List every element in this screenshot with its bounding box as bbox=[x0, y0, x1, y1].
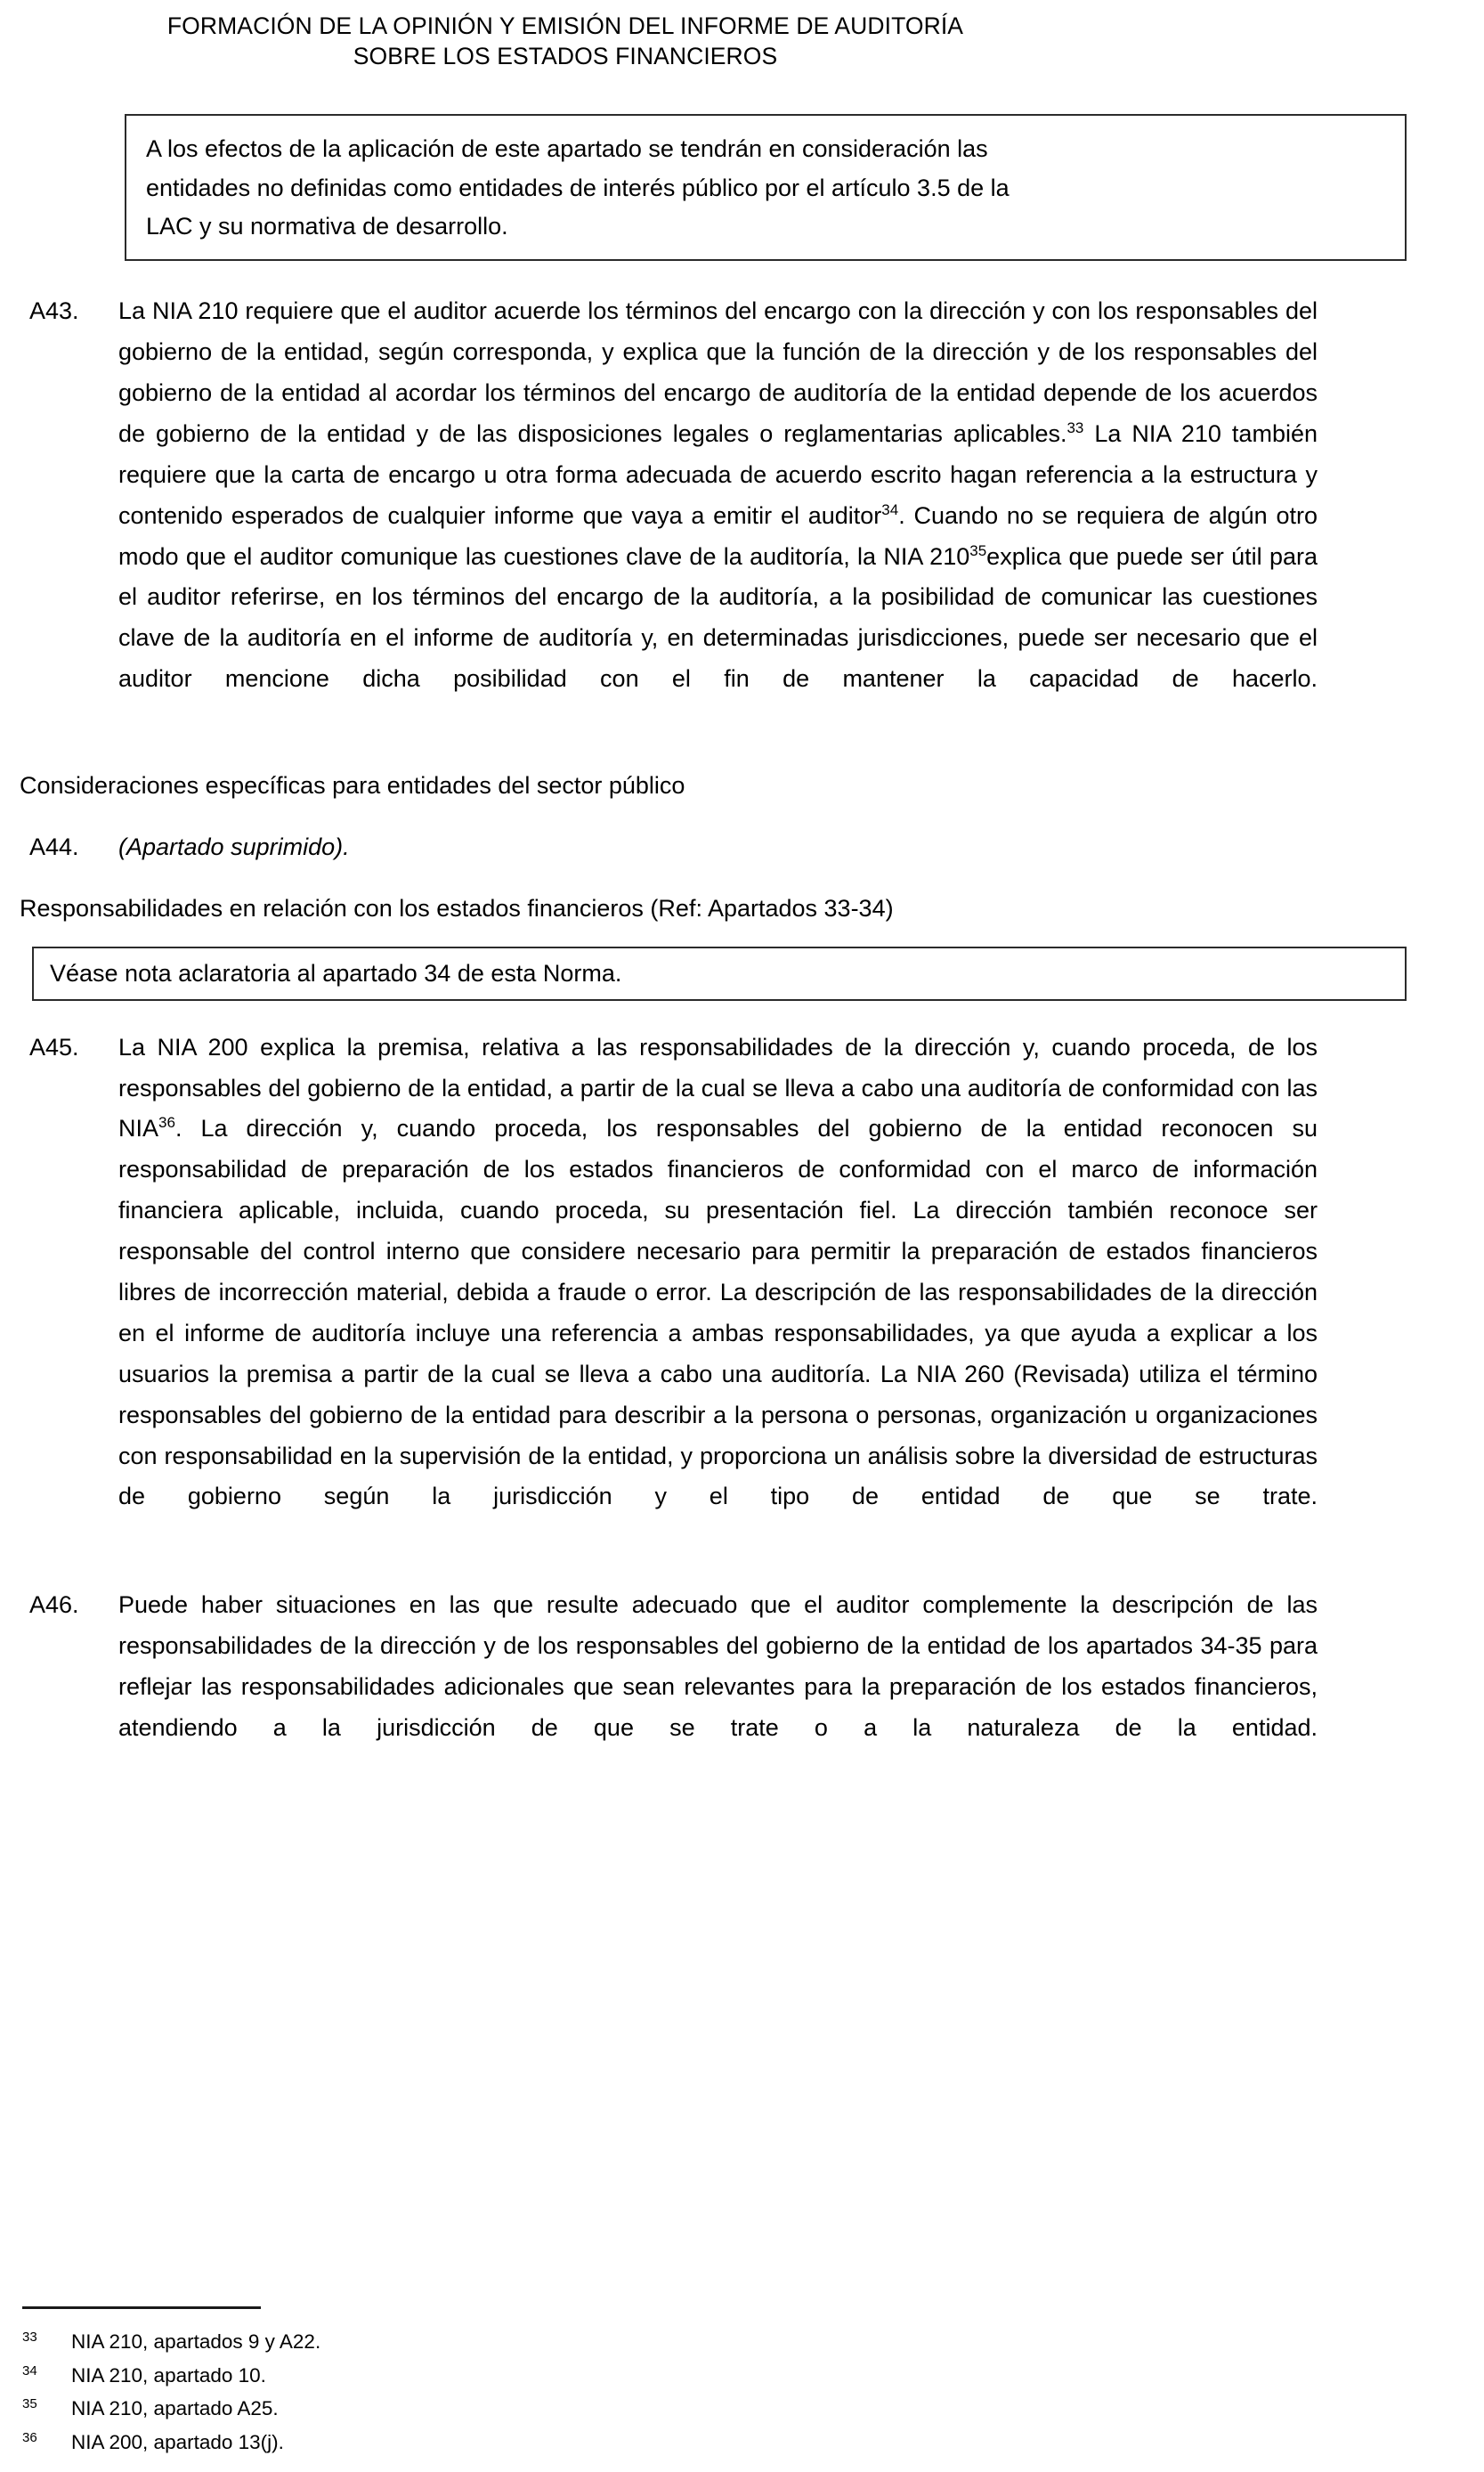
paragraph-a45-number: A45. bbox=[29, 1033, 79, 1061]
paragraph-a46-number: A46. bbox=[29, 1591, 79, 1619]
note-box-line-2: entidades no definidas como entidades de interés público por el artículo 3.5 de la bbox=[146, 174, 1010, 201]
running-header bbox=[0, 11, 1131, 72]
paragraph-a43-text bbox=[118, 291, 1318, 741]
paragraph-a44-text bbox=[118, 827, 1318, 868]
a43-footnote-ref-33: 33 bbox=[1066, 419, 1084, 436]
footnote-34-text: NIA 210, apartado 10. bbox=[71, 2363, 266, 2387]
note-box-aclaratoria bbox=[32, 947, 1407, 1001]
footnote-33-mark: 33 bbox=[22, 2329, 37, 2345]
footnote-35-text: NIA 210, apartado A25. bbox=[71, 2397, 279, 2420]
footnote-36-mark: 36 bbox=[22, 2430, 37, 2446]
footnote-36-text: NIA 200, apartado 13(j). bbox=[71, 2431, 284, 2454]
paragraph-a44 bbox=[29, 827, 1318, 868]
paragraph-a43 bbox=[29, 291, 1318, 741]
paragraph-a45 bbox=[29, 1028, 1318, 1559]
a43-footnote-ref-35: 35 bbox=[969, 541, 987, 559]
note-box-line-1: A los efectos de la aplicación de este apartado se tendrán en consideración las bbox=[146, 135, 988, 162]
running-header-line-2: SOBRE LOS ESTADOS FINANCIEROS bbox=[353, 43, 778, 70]
paragraph-a45-text bbox=[118, 1028, 1318, 1559]
a45-part-1: La NIA 200 explica la premisa, relativa a las responsabilidades de la dirección y, cuando proceda, de los responsables del gobierno de la entidad, a partir de la cual se lleva a cabo una auditoría de conformidad con las NIA bbox=[118, 1033, 1318, 1142]
footnote-36 bbox=[22, 2426, 872, 2460]
footnote-33-text: NIA 210, apartados 9 y A22. bbox=[71, 2330, 321, 2353]
a43-part-4: explica que puede ser útil para el auditor referirse, en los términos del encargo de la auditoría, a la posibilidad de comunicar las cuestiones clave de la auditoría en el informe de auditoría y, en determinadas jurisdicciones, puede ser necesario que el auditor mencione dicha posibilidad con el fin de mantener la capacidad de hacerlo. bbox=[118, 542, 1318, 693]
footnote-33 bbox=[22, 2325, 872, 2359]
note-box-2-text: Véase nota aclaratoria al apartado 34 de esta Norma. bbox=[50, 959, 622, 987]
paragraph-a43-number: A43. bbox=[29, 297, 79, 325]
a43-part-2: La NIA 210 también requiere que la carta de encargo u otra forma adecuada de acuerdo escrito hagan referencia a la estructura y contenido esperados de cualquier informe que vaya a emitir el auditor bbox=[118, 419, 1318, 529]
a43-part-3: . Cuando no se requiera de algún otro modo que el auditor comunique las cuestiones clave de la auditoría, la NIA 210 bbox=[118, 501, 1318, 570]
paragraph-a46-text: Puede haber situaciones en las que resulte adecuado que el auditor complemente la descripción de las responsabilidades de la dirección y de los responsables del gobierno de la entidad de los apartados 34-35 para reflejar las responsabilidades adicionales que sean relevantes para la preparación de los estados financieros, atendiendo a la jurisdicción de que se trate o a la naturaleza de la entidad. bbox=[118, 1591, 1318, 1741]
footnote-35 bbox=[22, 2392, 872, 2426]
running-header-line-1: FORMACIÓN DE LA OPINIÓN Y EMISIÓN DEL INFORME DE AUDITORÍA bbox=[166, 12, 964, 39]
note-box-lac-entities bbox=[125, 114, 1407, 261]
document-content bbox=[0, 114, 1484, 1790]
footnotes-section bbox=[0, 2306, 1484, 2460]
a43-footnote-ref-34: 34 bbox=[881, 500, 899, 518]
heading-responsabilidades: Responsabilidades en relación con los estados financieros (Ref: Apartados 33-34) bbox=[20, 895, 894, 923]
heading-sector-publico: Consideraciones específicas para entidades del sector público bbox=[20, 772, 685, 799]
note-box-line-3: LAC y su normativa de desarrollo. bbox=[146, 213, 508, 240]
paragraph-a46 bbox=[29, 1585, 1318, 1789]
a45-part-2: . La dirección y, cuando proceda, los responsables del gobierno de la entidad reconocen su responsabilidad de preparación de los estados financieros de conformidad con el marco de información financiera aplicable, incluida, cuando proceda, su presentación fiel. La dirección también reconoce ser responsable del control interno que considere necesario para permitir la preparación de estados financieros libres de incorrección material, debida a fraude o error. La descripción de las responsabilidades de la dirección en el informe de auditoría incluye una referencia a ambas responsabilidades, ya que ayuda a explicar a los usuarios la premisa a partir de la cual se lleva a cabo una auditoría. La NIA 260 (Revisada) utiliza el término responsables del gobierno de la entidad para describir a la persona o personas, organización u organizaciones con responsabilidad en la supervisión de la entidad, y proporciona un análisis sobre la diversidad de estructuras de gobierno según la jurisdicción y el tipo de entidad de que se trate. bbox=[118, 1115, 1318, 1510]
footnote-34-mark: 34 bbox=[22, 2362, 37, 2378]
footnote-separator-rule bbox=[22, 2306, 261, 2309]
a45-footnote-ref-36: 36 bbox=[158, 1114, 175, 1132]
a43-part-1: La NIA 210 requiere que el auditor acuerde los términos del encargo con la dirección y con los responsables del gobierno de la entidad, según corresponda, y explica que la función de la dirección y de los responsables del gobierno de la entidad al acordar los términos del encargo de auditoría de la entidad depende de los acuerdos de gobierno de la entidad y de las disposiciones legales o reglamentarias aplicables. bbox=[118, 297, 1318, 447]
paragraph-a44-number: A44. bbox=[29, 833, 79, 860]
footnote-35-mark: 35 bbox=[22, 2396, 37, 2412]
a44-italic-text: (Apartado suprimido). bbox=[118, 833, 350, 860]
footnote-34 bbox=[22, 2359, 872, 2393]
